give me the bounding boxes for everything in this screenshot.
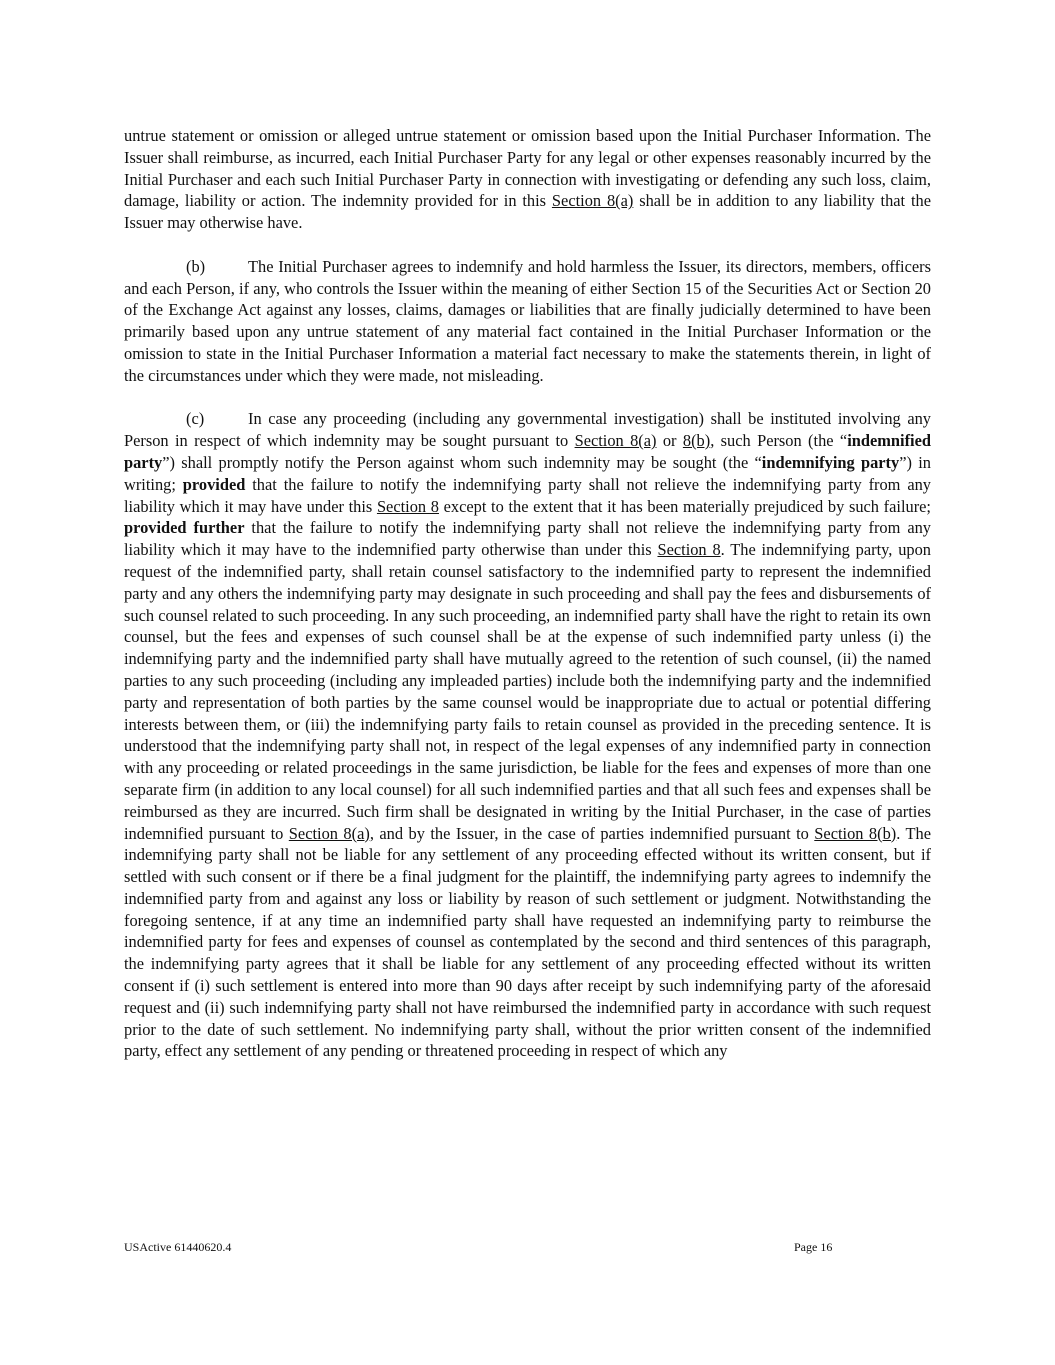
paragraph-label: (c) bbox=[186, 409, 205, 429]
proviso-term: provided further bbox=[124, 518, 245, 538]
footer-document-id: USActive 61440620.4 bbox=[124, 1240, 232, 1254]
text-run: The Initial Purchaser agrees to indemnify and hold harmless the Issuer, its directors, members, officers and each Person, if any, who controls the Issuer within the meaning of either Section 15 of the Securities Act or Section 20 of the Exchange Act against any losses, claims, damages or liabilities that are finally judicially determined to have been primarily based upon any untrue statement of any material fact contained in the Initial Purchaser Information or the omission to state in the Initial Purchaser Information a material fact necessary to make the statements therein, in light of the circumstances under which they were made, not misleading. bbox=[124, 256, 931, 385]
proviso-term: provided bbox=[182, 474, 246, 494]
text-run: ”) shall promptly notify the Person against whom such indemnity may be sought (the “ bbox=[162, 452, 762, 472]
paragraph-label: (b) bbox=[186, 256, 206, 276]
text-run: . The indemnifying party shall not be liable for any settlement of any proceeding effected without its written consent, but if settled with such consent or if there be a final judgment for the plaintiff, the indemnifying party agrees to indemnify the indemnified party from and against any loss or liability by reason of such settlement or judgment. Notwithstanding the foregoing sentence, if at any time an indemnified party shall have requested an indemnifying party to reimburse the indemnified party for fees and expenses of counsel as contemplated by the second and third sentences of this paragraph, the indemnifying party agrees that it shall be liable for any settlement of any proceeding effected without its written consent if (i) such settlement is entered into more than 90 days after receipt by such indemnifying party of the aforesaid request and (ii) such indemnifying party shall not have reimbursed the indemnified party in accordance with such request prior to the date of such settlement. No indemnifying party shall, without the prior written consent of the indemnified party, effect any settlement of any pending or threatened proceeding in respect of which any bbox=[124, 823, 931, 1061]
section-reference: Section 8 bbox=[376, 496, 439, 516]
text-run: shall be in addition to any liability that the Issuer may otherwise have. bbox=[124, 191, 931, 233]
section-reference: 8(b) bbox=[682, 431, 711, 451]
text-run: , such Person (the “ bbox=[710, 431, 848, 451]
footer-page-number: Page 16 bbox=[794, 1240, 833, 1254]
section-reference: Section 8(a) bbox=[288, 823, 370, 843]
text-run: ”) in writing; bbox=[124, 452, 931, 494]
paragraph-c bbox=[124, 408, 931, 1062]
text-run: that the failure to notify the indemnifying party shall not relieve the indemnifying party from any liability which it may have to the indemnified party otherwise than under this bbox=[124, 518, 931, 560]
defined-term: indemnified party bbox=[124, 431, 931, 472]
paragraph-b bbox=[124, 256, 931, 387]
text-run: that the failure to notify the indemnifying party shall not relieve the indemnifying party from any liability which it may have under this bbox=[124, 474, 931, 516]
text-run: In case any proceeding (including any governmental investigation) shall be instituted involving any Person in respect of which indemnity may be sought pursuant to bbox=[124, 409, 931, 451]
text-run: or bbox=[656, 431, 683, 451]
paragraph-continuation bbox=[124, 125, 931, 234]
section-reference: Section 8(b) bbox=[814, 823, 897, 843]
section-reference: Section 8(a) bbox=[574, 431, 657, 451]
text-run: , and by the Issuer, in the case of parties indemnified pursuant to bbox=[369, 823, 815, 843]
section-reference: Section 8(a) bbox=[551, 191, 634, 211]
document-body bbox=[124, 125, 931, 1084]
text-run: . The indemnifying party, upon request of the indemnified party, shall retain counsel satisfactory to the indemnified party to represent the indemnified party and any others the indemnifying party may designate in such proceeding and shall pay the fees and disbursements of such counsel related to such proceeding. In any such proceeding, an indemnified party shall have the right to retain its own counsel, but the fees and expenses of such counsel shall be at the expense of such indemnified party unless (i) the indemnifying party and the indemnified party shall have mutually agreed to the retention of such counsel, (ii) the named parties to any such proceeding (including any impleaded parties) include both the indemnifying party and the indemnified party and representation of both parties by the same counsel would be inappropriate due to actual or potential differing interests between them, or (iii) the indemnifying party fails to retain counsel as provided in the preceding sentence. It is understood that the indemnifying party shall not, in respect of the legal expenses of any indemnified party in connection with any proceeding or related proceedings in the same jurisdiction, be liable for the fees and expenses of more than one separate firm (in addition to any local counsel) for all such indemnified parties and that all such fees and expenses shall be reimbursed as they are incurred. Such firm shall be designated in writing by the Initial Purchaser, in the case of parties indemnified pursuant to bbox=[124, 540, 931, 843]
text-run: untrue statement or omission or alleged untrue statement or omission based upon the Initial Purchaser Information. The Issuer shall reimburse, as incurred, each Initial Purchaser Party for any legal or other expenses reasonably incurred by the Initial Purchaser and each such Initial Purchaser Party in connection with investigating or defending any such loss, claim, damage, liability or action. The indemnity provided for in this bbox=[124, 126, 931, 211]
defined-term: indemnifying party bbox=[761, 452, 900, 472]
text-run: except to the extent that it has been materially prejudiced by such failure; bbox=[438, 496, 931, 516]
section-reference: Section 8 bbox=[657, 540, 721, 560]
